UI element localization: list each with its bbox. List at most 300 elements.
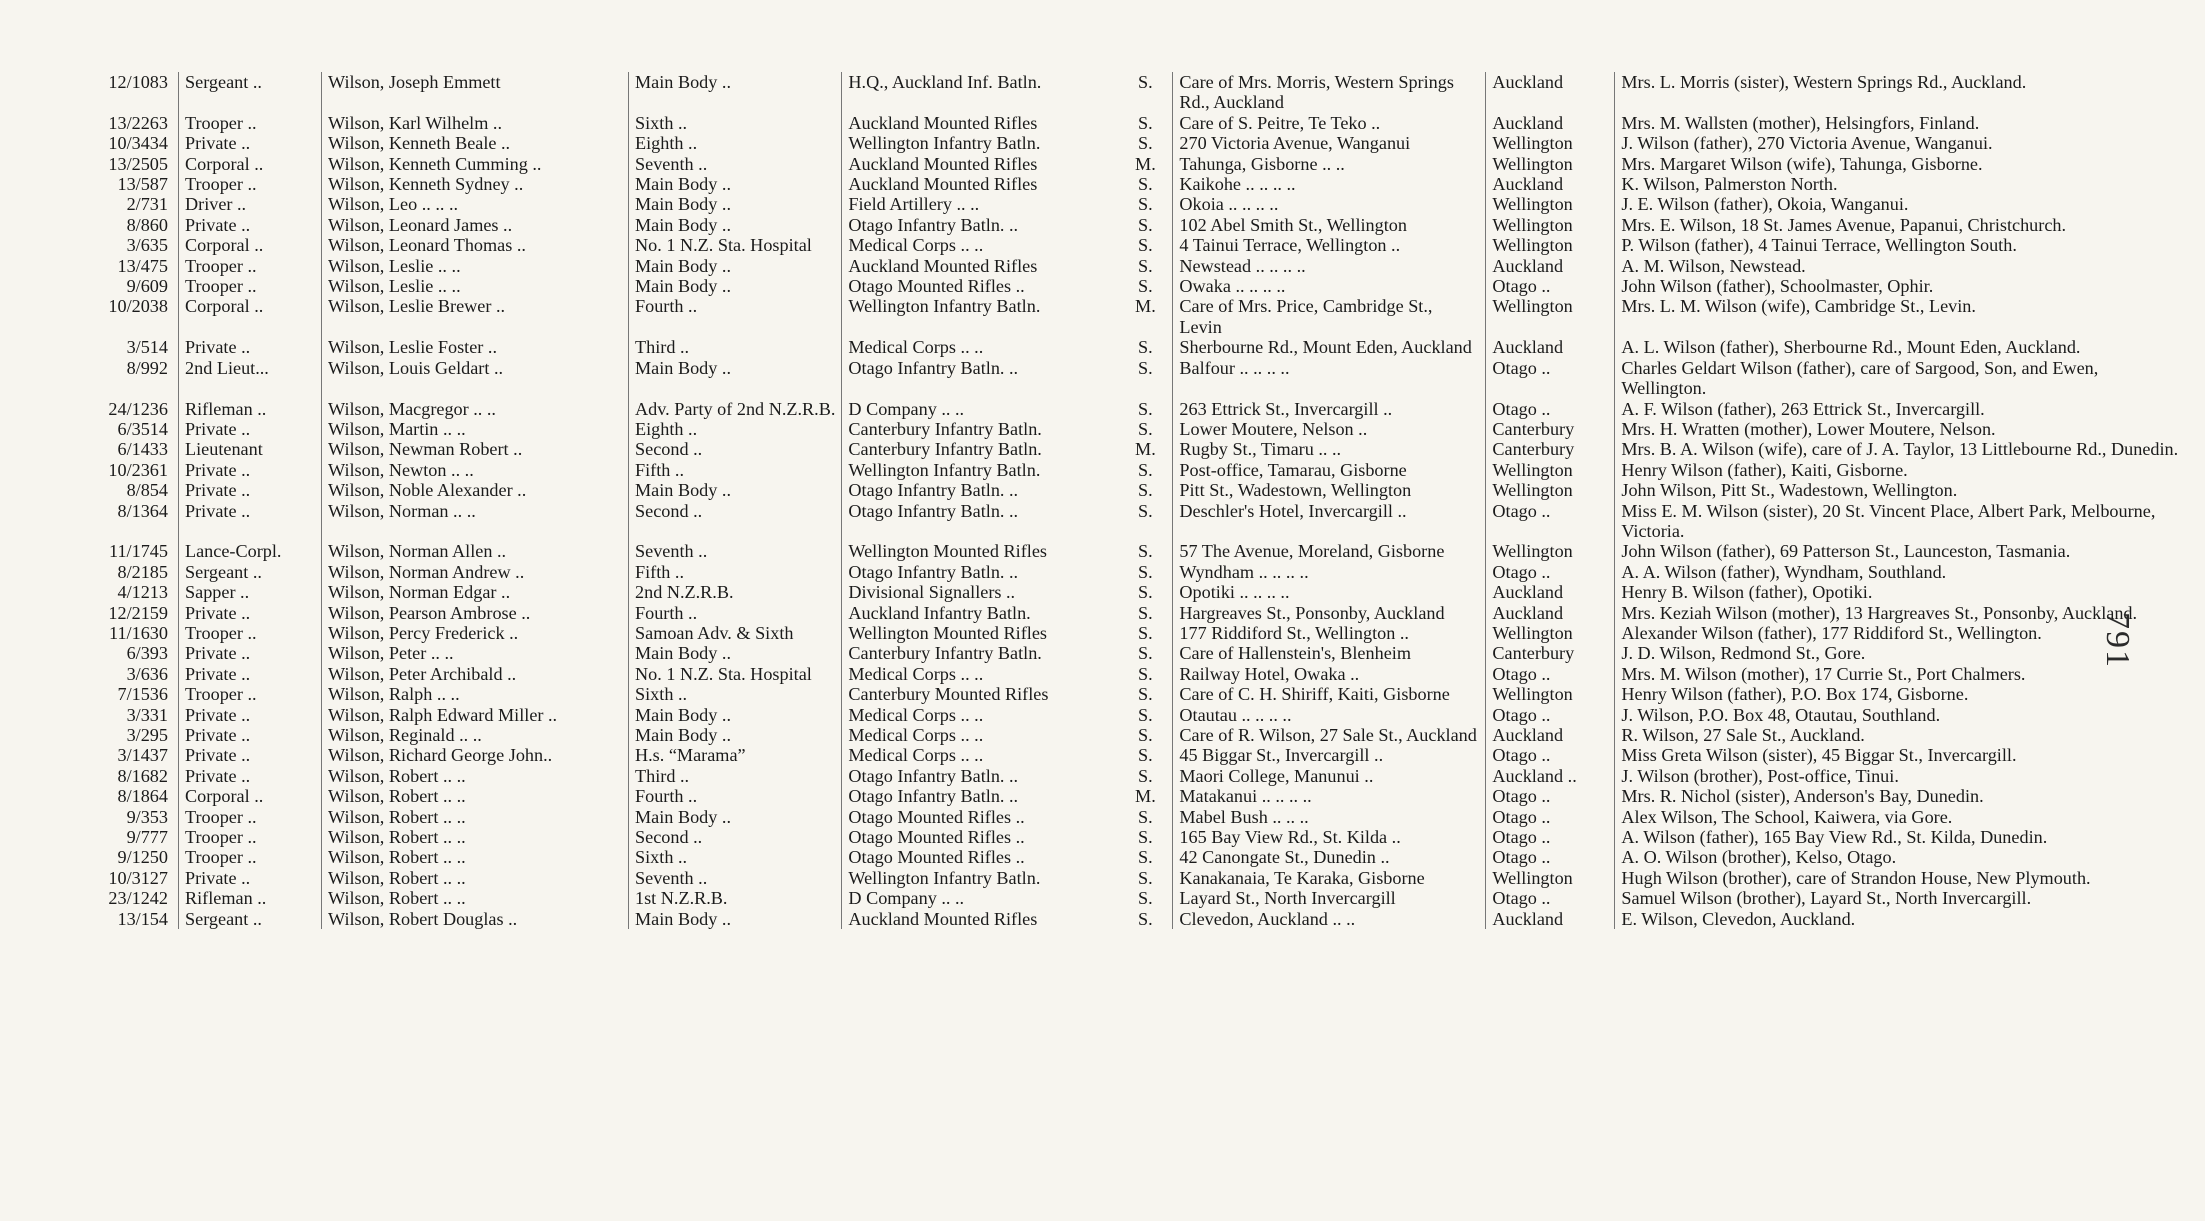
- rank-cell: Trooper ..: [179, 684, 322, 704]
- soldier-name-cell: Wilson, Martin .. ..: [322, 419, 629, 439]
- district-cell: Wellington: [1486, 235, 1615, 255]
- rank-cell: Trooper ..: [179, 256, 322, 276]
- district-cell: Auckland: [1486, 603, 1615, 623]
- next-of-kin-cell: A. Wilson (father), 165 Bay View Rd., St. Kilda, Dunedin.: [1615, 827, 2194, 847]
- next-of-kin-cell: E. Wilson, Clevedon, Auckland.: [1615, 909, 2194, 929]
- last-address-cell: Sherbourne Rd., Mount Eden, Auckland: [1173, 337, 1486, 357]
- last-address-cell: Maori College, Manunui ..: [1173, 766, 1486, 786]
- regimental-number-cell: 9/777: [126, 827, 168, 848]
- rank-cell: Corporal ..: [179, 786, 322, 806]
- soldier-name-cell: Wilson, Pearson Ambrose ..: [322, 603, 629, 623]
- draft-cell: Main Body ..: [629, 276, 842, 296]
- draft-cell: Fifth ..: [629, 562, 842, 582]
- next-of-kin-cell: Mrs. L. M. Wilson (wife), Cambridge St., Levin.: [1615, 296, 2194, 337]
- unit-cell: Auckland Mounted Rifles: [842, 256, 1119, 276]
- rank-cell: Lieutenant: [179, 439, 322, 459]
- next-of-kin-cell: Hugh Wilson (brother), care of Strandon House, New Plymouth.: [1615, 868, 2194, 888]
- marital-status-cell: S.: [1138, 684, 1153, 705]
- last-address-cell: 57 The Avenue, Moreland, Gisborne: [1173, 541, 1486, 561]
- next-of-kin-cell: J. E. Wilson (father), Okoia, Wanganui.: [1615, 194, 2194, 214]
- draft-cell: Fourth ..: [629, 603, 842, 623]
- marital-status-cell: M.: [1135, 786, 1156, 807]
- rank-cell: Sergeant ..: [179, 909, 322, 929]
- draft-cell: Main Body ..: [629, 807, 842, 827]
- regimental-number-cell: 8/2185: [117, 561, 168, 582]
- table-row: [60, 460, 2193, 480]
- next-of-kin-cell: Mrs. R. Nichol (sister), Anderson's Bay, Dunedin.: [1615, 786, 2194, 806]
- district-cell: Wellington: [1486, 154, 1615, 174]
- table-row: [60, 888, 2193, 908]
- district-cell: Otago ..: [1486, 276, 1615, 296]
- district-cell: Wellington: [1486, 684, 1615, 704]
- district-cell: Wellington: [1486, 480, 1615, 500]
- draft-cell: Samoan Adv. & Sixth: [629, 623, 842, 643]
- rank-cell: Private ..: [179, 480, 322, 500]
- next-of-kin-cell: Mrs. Keziah Wilson (mother), 13 Hargreaves St., Ponsonby, Auckland.: [1615, 603, 2194, 623]
- unit-cell: Medical Corps .. ..: [842, 235, 1119, 255]
- table-row: [60, 827, 2193, 847]
- soldier-name-cell: Wilson, Robert .. ..: [322, 807, 629, 827]
- table-row: [60, 113, 2193, 133]
- draft-cell: Sixth ..: [629, 684, 842, 704]
- rank-cell: Private ..: [179, 725, 322, 745]
- unit-cell: Canterbury Mounted Rifles: [842, 684, 1119, 704]
- draft-cell: Second ..: [629, 827, 842, 847]
- last-address-cell: Balfour .. .. .. ..: [1173, 358, 1486, 399]
- roll-body: [60, 72, 2193, 929]
- rank-cell: Trooper ..: [179, 807, 322, 827]
- next-of-kin-cell: P. Wilson (father), 4 Tainui Terrace, Wellington South.: [1615, 235, 2194, 255]
- next-of-kin-cell: Mrs. H. Wratten (mother), Lower Moutere, Nelson.: [1615, 419, 2194, 439]
- rank-cell: 2nd Lieut...: [179, 358, 322, 399]
- district-cell: Auckland: [1486, 337, 1615, 357]
- regimental-number-cell: 23/1242: [108, 888, 168, 909]
- regimental-number-cell: 13/2505: [108, 153, 168, 174]
- marital-status-cell: S.: [1138, 806, 1153, 827]
- district-cell: Otago ..: [1486, 827, 1615, 847]
- last-address-cell: Newstead .. .. .. ..: [1173, 256, 1486, 276]
- district-cell: Otago ..: [1486, 888, 1615, 908]
- soldier-name-cell: Wilson, Newman Robert ..: [322, 439, 629, 459]
- rank-cell: Private ..: [179, 745, 322, 765]
- rank-cell: Corporal ..: [179, 154, 322, 174]
- draft-cell: No. 1 N.Z. Sta. Hospital: [629, 664, 842, 684]
- draft-cell: Eighth ..: [629, 133, 842, 153]
- district-cell: Wellington: [1486, 194, 1615, 214]
- regimental-number-cell: 3/295: [126, 725, 168, 745]
- marital-status-cell: S.: [1138, 745, 1153, 766]
- regimental-number-cell: 12/2159: [108, 602, 168, 623]
- marital-status-cell: S.: [1138, 398, 1153, 419]
- marital-status-cell: S.: [1138, 112, 1153, 133]
- soldier-name-cell: Wilson, Norman .. ..: [322, 501, 629, 542]
- last-address-cell: Care of S. Peitre, Te Teko ..: [1173, 113, 1486, 133]
- rank-cell: Private ..: [179, 766, 322, 786]
- table-row: [60, 276, 2193, 296]
- district-cell: Wellington: [1486, 868, 1615, 888]
- table-row: [60, 745, 2193, 765]
- unit-cell: Divisional Signallers ..: [842, 582, 1119, 602]
- marital-status-cell: S.: [1138, 133, 1153, 154]
- district-cell: Otago ..: [1486, 847, 1615, 867]
- table-row: [60, 358, 2193, 399]
- soldier-name-cell: Wilson, Richard George John..: [322, 745, 629, 765]
- marital-status-cell: S.: [1138, 174, 1153, 195]
- unit-cell: Wellington Mounted Rifles: [842, 541, 1119, 561]
- next-of-kin-cell: Mrs. Margaret Wilson (wife), Tahunga, Gisborne.: [1615, 154, 2194, 174]
- regimental-number-cell: 13/154: [117, 908, 168, 929]
- rank-cell: Sapper ..: [179, 582, 322, 602]
- draft-cell: Main Body ..: [629, 174, 842, 194]
- district-cell: Otago ..: [1486, 399, 1615, 419]
- last-address-cell: Tahunga, Gisborne .. ..: [1173, 154, 1486, 174]
- next-of-kin-cell: J. D. Wilson, Redmond St., Gore.: [1615, 643, 2194, 663]
- district-cell: Wellington: [1486, 133, 1615, 153]
- table-row: [60, 256, 2193, 276]
- next-of-kin-cell: Henry Wilson (father), P.O. Box 174, Gisborne.: [1615, 684, 2194, 704]
- unit-cell: Auckland Mounted Rifles: [842, 154, 1119, 174]
- marital-status-cell: S.: [1138, 888, 1153, 909]
- table-row: [60, 643, 2193, 663]
- last-address-cell: Matakanui .. .. .. ..: [1173, 786, 1486, 806]
- district-cell: Otago ..: [1486, 358, 1615, 399]
- unit-cell: Medical Corps .. ..: [842, 745, 1119, 765]
- unit-cell: Otago Mounted Rifles ..: [842, 827, 1119, 847]
- draft-cell: Main Body ..: [629, 358, 842, 399]
- draft-cell: H.s. “Marama”: [629, 745, 842, 765]
- unit-cell: Otago Mounted Rifles ..: [842, 807, 1119, 827]
- unit-cell: Wellington Infantry Batln.: [842, 133, 1119, 153]
- soldier-name-cell: Wilson, Newton .. ..: [322, 460, 629, 480]
- regimental-number-cell: 13/475: [117, 255, 168, 276]
- last-address-cell: Clevedon, Auckland .. ..: [1173, 909, 1486, 929]
- unit-cell: Wellington Infantry Batln.: [842, 460, 1119, 480]
- draft-cell: 1st N.Z.R.B.: [629, 888, 842, 908]
- last-address-cell: Lower Moutere, Nelson ..: [1173, 419, 1486, 439]
- unit-cell: Otago Infantry Batln. ..: [842, 358, 1119, 399]
- rank-cell: Lance-Corpl.: [179, 541, 322, 561]
- unit-cell: Otago Infantry Batln. ..: [842, 562, 1119, 582]
- rank-cell: Trooper ..: [179, 847, 322, 867]
- regimental-number-cell: 12/1083: [108, 72, 168, 92]
- unit-cell: Otago Infantry Batln. ..: [842, 215, 1119, 235]
- draft-cell: Main Body ..: [629, 72, 842, 113]
- regimental-number-cell: 6/3514: [117, 418, 168, 439]
- draft-cell: Seventh ..: [629, 541, 842, 561]
- table-row: [60, 235, 2193, 255]
- last-address-cell: 45 Biggar St., Invercargill ..: [1173, 745, 1486, 765]
- regimental-number-cell: 7/1536: [117, 684, 168, 705]
- soldier-name-cell: Wilson, Leslie .. ..: [322, 276, 629, 296]
- table-row: [60, 603, 2193, 623]
- draft-cell: Third ..: [629, 337, 842, 357]
- soldier-name-cell: Wilson, Percy Frederick ..: [322, 623, 629, 643]
- draft-cell: Second ..: [629, 439, 842, 459]
- draft-cell: No. 1 N.Z. Sta. Hospital: [629, 235, 842, 255]
- district-cell: Wellington: [1486, 623, 1615, 643]
- next-of-kin-cell: J. Wilson, P.O. Box 48, Otautau, Southland.: [1615, 705, 2194, 725]
- soldier-name-cell: Wilson, Norman Andrew ..: [322, 562, 629, 582]
- district-cell: Auckland: [1486, 113, 1615, 133]
- regimental-number-cell: 6/1433: [117, 439, 168, 460]
- marital-status-cell: S.: [1138, 704, 1153, 725]
- district-cell: Otago ..: [1486, 562, 1615, 582]
- table-row: [60, 562, 2193, 582]
- last-address-cell: Care of R. Wilson, 27 Sale St., Auckland: [1173, 725, 1486, 745]
- table-row: [60, 705, 2193, 725]
- next-of-kin-cell: A. O. Wilson (brother), Kelso, Otago.: [1615, 847, 2194, 867]
- unit-cell: D Company .. ..: [842, 888, 1119, 908]
- unit-cell: Wellington Infantry Batln.: [842, 296, 1119, 337]
- next-of-kin-cell: Mrs. M. Wilson (mother), 17 Currie St., Port Chalmers.: [1615, 664, 2194, 684]
- unit-cell: Medical Corps .. ..: [842, 664, 1119, 684]
- regimental-number-cell: 3/1437: [117, 745, 168, 766]
- regimental-number-cell: 2/731: [126, 194, 168, 215]
- last-address-cell: Railway Hotel, Owaka ..: [1173, 664, 1486, 684]
- last-address-cell: Mabel Bush .. .. ..: [1173, 807, 1486, 827]
- next-of-kin-cell: A. M. Wilson, Newstead.: [1615, 256, 2194, 276]
- district-cell: Auckland: [1486, 174, 1615, 194]
- next-of-kin-cell: Mrs. B. A. Wilson (wife), care of J. A. Taylor, 13 Littlebourne Rd., Dunedin.: [1615, 439, 2194, 459]
- marital-status-cell: S.: [1138, 867, 1153, 888]
- next-of-kin-cell: Mrs. M. Wallsten (mother), Helsingfors, Finland.: [1615, 113, 2194, 133]
- district-cell: Wellington: [1486, 215, 1615, 235]
- marital-status-cell: S.: [1138, 276, 1153, 297]
- soldier-name-cell: Wilson, Macgregor .. ..: [322, 399, 629, 419]
- regimental-number-cell: 9/1250: [117, 847, 168, 868]
- rank-cell: Private ..: [179, 868, 322, 888]
- district-cell: Otago ..: [1486, 786, 1615, 806]
- rank-cell: Driver ..: [179, 194, 322, 214]
- next-of-kin-cell: Miss Greta Wilson (sister), 45 Biggar St., Invercargill.: [1615, 745, 2194, 765]
- draft-cell: Seventh ..: [629, 868, 842, 888]
- soldier-name-cell: Wilson, Ralph .. ..: [322, 684, 629, 704]
- marital-status-cell: S.: [1138, 541, 1153, 562]
- district-cell: Canterbury: [1486, 643, 1615, 663]
- soldier-name-cell: Wilson, Leonard Thomas ..: [322, 235, 629, 255]
- table-row: [60, 296, 2193, 337]
- rank-cell: Private ..: [179, 643, 322, 663]
- table-row: [60, 133, 2193, 153]
- marital-status-cell: S.: [1138, 418, 1153, 439]
- unit-cell: Medical Corps .. ..: [842, 705, 1119, 725]
- rank-cell: Private ..: [179, 419, 322, 439]
- marital-status-cell: S.: [1138, 725, 1153, 745]
- marital-status-cell: M.: [1135, 153, 1156, 174]
- next-of-kin-cell: John Wilson (father), Schoolmaster, Ophir.: [1615, 276, 2194, 296]
- draft-cell: Adv. Party of 2nd N.Z.R.B.: [629, 399, 842, 419]
- last-address-cell: 42 Canongate St., Dunedin ..: [1173, 847, 1486, 867]
- regimental-number-cell: 8/1864: [117, 786, 168, 807]
- table-row: [60, 72, 2193, 113]
- rank-cell: Private ..: [179, 133, 322, 153]
- soldier-name-cell: Wilson, Peter Archibald ..: [322, 664, 629, 684]
- regimental-number-cell: 4/1213: [117, 582, 168, 603]
- draft-cell: Main Body ..: [629, 909, 842, 929]
- marital-status-cell: S.: [1138, 765, 1153, 786]
- regimental-number-cell: 11/1745: [109, 541, 168, 562]
- rank-cell: Private ..: [179, 664, 322, 684]
- table-row: [60, 215, 2193, 235]
- next-of-kin-cell: Henry B. Wilson (father), Opotiki.: [1615, 582, 2194, 602]
- draft-cell: Main Body ..: [629, 705, 842, 725]
- unit-cell: Wellington Mounted Rifles: [842, 623, 1119, 643]
- rank-cell: Private ..: [179, 705, 322, 725]
- regimental-number-cell: 10/3127: [108, 867, 168, 888]
- last-address-cell: Otautau .. .. .. ..: [1173, 705, 1486, 725]
- unit-cell: Otago Mounted Rifles ..: [842, 847, 1119, 867]
- rank-cell: Trooper ..: [179, 276, 322, 296]
- next-of-kin-cell: J. Wilson (father), 270 Victoria Avenue, Wanganui.: [1615, 133, 2194, 153]
- table-row: [60, 582, 2193, 602]
- marital-status-cell: S.: [1138, 357, 1153, 378]
- next-of-kin-cell: Alexander Wilson (father), 177 Riddiford St., Wellington.: [1615, 623, 2194, 643]
- rank-cell: Sergeant ..: [179, 72, 322, 113]
- draft-cell: Main Body ..: [629, 725, 842, 745]
- regimental-number-cell: 11/1630: [109, 622, 168, 643]
- soldier-name-cell: Wilson, Robert .. ..: [322, 847, 629, 867]
- regimental-number-cell: 3/514: [126, 337, 168, 358]
- last-address-cell: Care of Hallenstein's, Blenheim: [1173, 643, 1486, 663]
- marital-status-cell: S.: [1138, 622, 1153, 643]
- rank-cell: Corporal ..: [179, 296, 322, 337]
- last-address-cell: Owaka .. .. .. ..: [1173, 276, 1486, 296]
- nominal-roll-table: [60, 72, 2193, 929]
- last-address-cell: 102 Abel Smith St., Wellington: [1173, 215, 1486, 235]
- regimental-number-cell: 6/393: [126, 643, 168, 664]
- soldier-name-cell: Wilson, Kenneth Cumming ..: [322, 154, 629, 174]
- draft-cell: Main Body ..: [629, 256, 842, 276]
- next-of-kin-cell: K. Wilson, Palmerston North.: [1615, 174, 2194, 194]
- unit-cell: Canterbury Infantry Batln.: [842, 643, 1119, 663]
- soldier-name-cell: Wilson, Leslie Foster ..: [322, 337, 629, 357]
- unit-cell: Otago Infantry Batln. ..: [842, 786, 1119, 806]
- marital-status-cell: S.: [1138, 908, 1153, 929]
- marital-status-cell: S.: [1138, 194, 1153, 215]
- table-row: [60, 807, 2193, 827]
- soldier-name-cell: Wilson, Kenneth Beale ..: [322, 133, 629, 153]
- soldier-name-cell: Wilson, Ralph Edward Miller ..: [322, 705, 629, 725]
- last-address-cell: Opotiki .. .. .. ..: [1173, 582, 1486, 602]
- unit-cell: Auckland Infantry Batln.: [842, 603, 1119, 623]
- next-of-kin-cell: John Wilson, Pitt St., Wadestown, Wellington.: [1615, 480, 2194, 500]
- unit-cell: Canterbury Infantry Batln.: [842, 419, 1119, 439]
- table-row: [60, 154, 2193, 174]
- soldier-name-cell: Wilson, Reginald .. ..: [322, 725, 629, 745]
- draft-cell: 2nd N.Z.R.B.: [629, 582, 842, 602]
- next-of-kin-cell: Samuel Wilson (brother), Layard St., North Invercargill.: [1615, 888, 2194, 908]
- table-row: [60, 766, 2193, 786]
- next-of-kin-cell: A. A. Wilson (father), Wyndham, Southland.: [1615, 562, 2194, 582]
- last-address-cell: Hargreaves St., Ponsonby, Auckland: [1173, 603, 1486, 623]
- unit-cell: Medical Corps .. ..: [842, 725, 1119, 745]
- unit-cell: Field Artillery .. ..: [842, 194, 1119, 214]
- last-address-cell: Kaikohe .. .. .. ..: [1173, 174, 1486, 194]
- soldier-name-cell: Wilson, Robert .. ..: [322, 786, 629, 806]
- last-address-cell: Wyndham .. .. .. ..: [1173, 562, 1486, 582]
- district-cell: Otago ..: [1486, 807, 1615, 827]
- rank-cell: Private ..: [179, 215, 322, 235]
- last-address-cell: Kanakanaia, Te Karaka, Gisborne: [1173, 868, 1486, 888]
- regimental-number-cell: 10/2361: [108, 459, 168, 480]
- district-cell: Canterbury: [1486, 419, 1615, 439]
- rank-cell: Trooper ..: [179, 113, 322, 133]
- rank-cell: Sergeant ..: [179, 562, 322, 582]
- soldier-name-cell: Wilson, Noble Alexander ..: [322, 480, 629, 500]
- marital-status-cell: S.: [1138, 337, 1153, 358]
- district-cell: Auckland: [1486, 909, 1615, 929]
- draft-cell: Third ..: [629, 766, 842, 786]
- district-cell: Auckland: [1486, 582, 1615, 602]
- soldier-name-cell: Wilson, Robert .. ..: [322, 766, 629, 786]
- regimental-number-cell: 3/636: [126, 663, 168, 684]
- district-cell: Otago ..: [1486, 664, 1615, 684]
- district-cell: Wellington: [1486, 296, 1615, 337]
- unit-cell: Auckland Mounted Rifles: [842, 174, 1119, 194]
- marital-status-cell: M.: [1135, 439, 1156, 460]
- draft-cell: Seventh ..: [629, 154, 842, 174]
- district-cell: Auckland: [1486, 256, 1615, 276]
- marital-status-cell: S.: [1138, 459, 1153, 480]
- table-row: [60, 541, 2193, 561]
- table-row: [60, 725, 2193, 745]
- next-of-kin-cell: Charles Geldart Wilson (father), care of Sargood, Son, and Ewen, Wellington.: [1615, 358, 2194, 399]
- table-row: [60, 684, 2193, 704]
- unit-cell: D Company .. ..: [842, 399, 1119, 419]
- district-cell: Otago ..: [1486, 501, 1615, 542]
- last-address-cell: Layard St., North Invercargill: [1173, 888, 1486, 908]
- rank-cell: Trooper ..: [179, 623, 322, 643]
- marital-status-cell: S.: [1138, 643, 1153, 664]
- regimental-number-cell: 8/1682: [117, 765, 168, 786]
- soldier-name-cell: Wilson, Louis Geldart ..: [322, 358, 629, 399]
- table-row: [60, 909, 2193, 929]
- unit-cell: Otago Infantry Batln. ..: [842, 480, 1119, 500]
- last-address-cell: 270 Victoria Avenue, Wanganui: [1173, 133, 1486, 153]
- table-row: [60, 480, 2193, 500]
- last-address-cell: 4 Tainui Terrace, Wellington ..: [1173, 235, 1486, 255]
- marital-status-cell: S.: [1138, 827, 1153, 848]
- next-of-kin-cell: Alex Wilson, The School, Kaiwera, via Gore.: [1615, 807, 2194, 827]
- marital-status-cell: S.: [1138, 480, 1153, 501]
- table-row: [60, 847, 2193, 867]
- draft-cell: Second ..: [629, 501, 842, 542]
- regimental-number-cell: 8/992: [126, 357, 168, 378]
- draft-cell: Main Body ..: [629, 480, 842, 500]
- unit-cell: Wellington Infantry Batln.: [842, 868, 1119, 888]
- regimental-number-cell: 3/331: [126, 704, 168, 725]
- rank-cell: Private ..: [179, 337, 322, 357]
- soldier-name-cell: Wilson, Robert .. ..: [322, 827, 629, 847]
- last-address-cell: Rugby St., Timaru .. ..: [1173, 439, 1486, 459]
- rank-cell: Rifleman ..: [179, 888, 322, 908]
- soldier-name-cell: Wilson, Kenneth Sydney ..: [322, 174, 629, 194]
- table-row: [60, 399, 2193, 419]
- draft-cell: Fifth ..: [629, 460, 842, 480]
- marital-status-cell: S.: [1138, 255, 1153, 276]
- regimental-number-cell: 13/587: [117, 174, 168, 195]
- last-address-cell: 263 Ettrick St., Invercargill ..: [1173, 399, 1486, 419]
- unit-cell: Auckland Mounted Rifles: [842, 909, 1119, 929]
- soldier-name-cell: Wilson, Leslie .. ..: [322, 256, 629, 276]
- unit-cell: Canterbury Infantry Batln.: [842, 439, 1119, 459]
- marital-status-cell: S.: [1138, 500, 1153, 521]
- draft-cell: Main Body ..: [629, 194, 842, 214]
- next-of-kin-cell: J. Wilson (brother), Post-office, Tinui.: [1615, 766, 2194, 786]
- table-row: [60, 664, 2193, 684]
- next-of-kin-cell: Henry Wilson (father), Kaiti, Gisborne.: [1615, 460, 2194, 480]
- district-cell: Otago ..: [1486, 745, 1615, 765]
